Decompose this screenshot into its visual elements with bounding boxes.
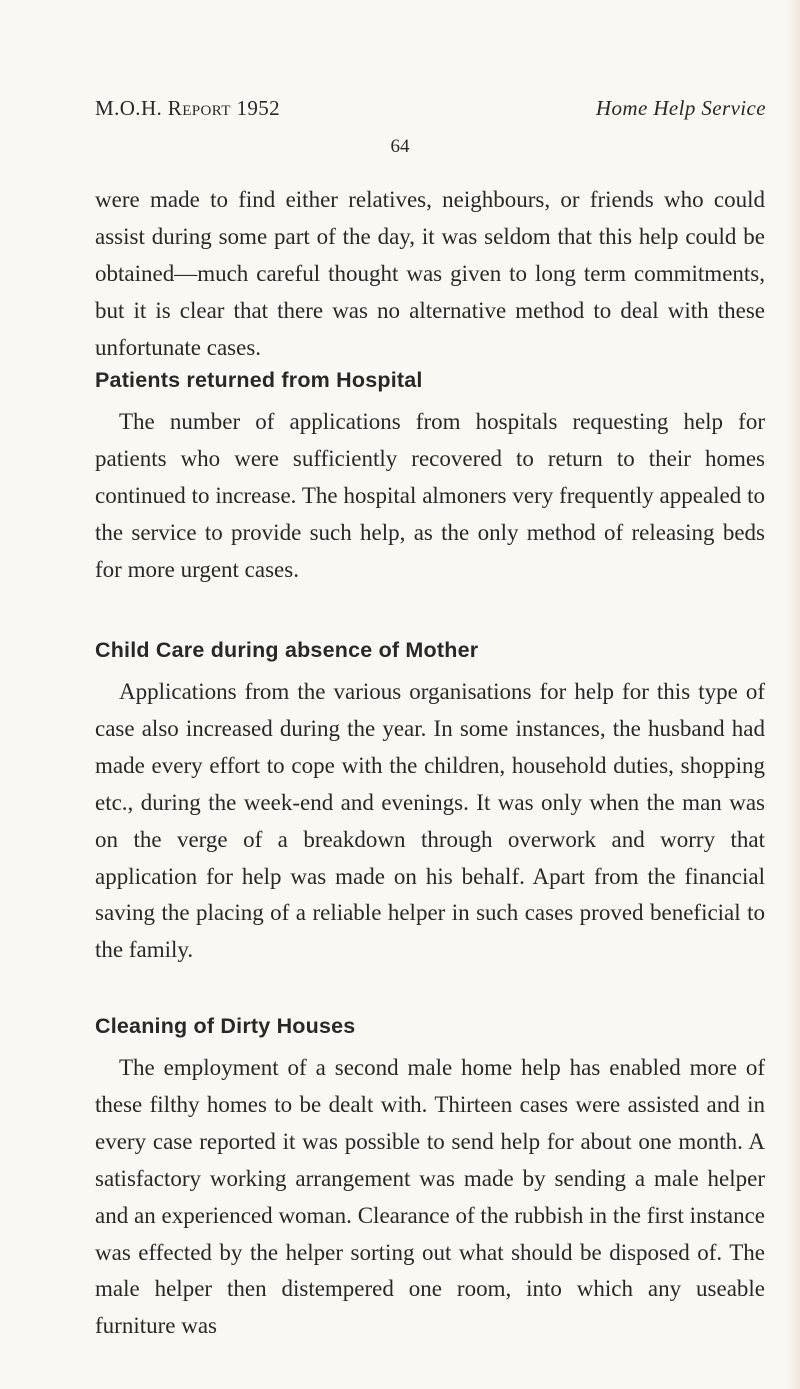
section-heading-patients-returned: Patients returned from Hospital	[95, 368, 423, 392]
section-heading-child-care: Child Care during absence of Mother	[95, 638, 479, 662]
section-heading-cleaning-dirty-houses: Cleaning of Dirty Houses	[95, 1014, 356, 1038]
section-paragraph-cleaning-dirty-houses: The employment of a second male home help has enabled more of these filthy homes to be dealt with. Thirteen cases were assisted and in every case reported it was possible to send help for about one month. A satisfactory working arrangement was made by sending a male helper and an experienced woman. Clearance of the rubbish in the first instance was effected by the helper sorting out what should be disposed of. The male helper then distempered one room, into which any useable furniture was	[95, 1055, 765, 1339]
section-title: Home Help Service	[595, 96, 766, 120]
section-paragraph-patients-returned: The number of applications from hospitals requesting help for patients who were sufficiently recovered to return to their homes continued to increase. The hospital almoners very frequently appealed to the service to provide such help, as the only method of releasing beds for more urgent cases.	[95, 409, 765, 582]
report-title: M.O.H. Report 1952	[95, 96, 281, 120]
page-number: 64	[390, 136, 410, 157]
running-header	[95, 96, 766, 128]
section-paragraph-child-care: Applications from the various organisations for help for this type of case also increased during the year. In some instances, the husband had made every effort to cope with the children, household duties, shopping etc., during the week-end and evenings. It was only when the man was on the verge of a breakdown through overwork and worry that application for help was made on his behalf. Apart from the financial saving the placing of a reliable helper in such cases proved beneficial to the family.	[95, 679, 765, 963]
page-edge-shadow	[786, 0, 800, 1389]
continued-paragraph: were made to find either relatives, neighbours, or friends who could assist during some part of the day, it was seldom that this help could be obtained—much careful thought was given to long term commitments, but it is clear that there was no alternative method to deal with these unfortunate cases.	[95, 187, 765, 360]
